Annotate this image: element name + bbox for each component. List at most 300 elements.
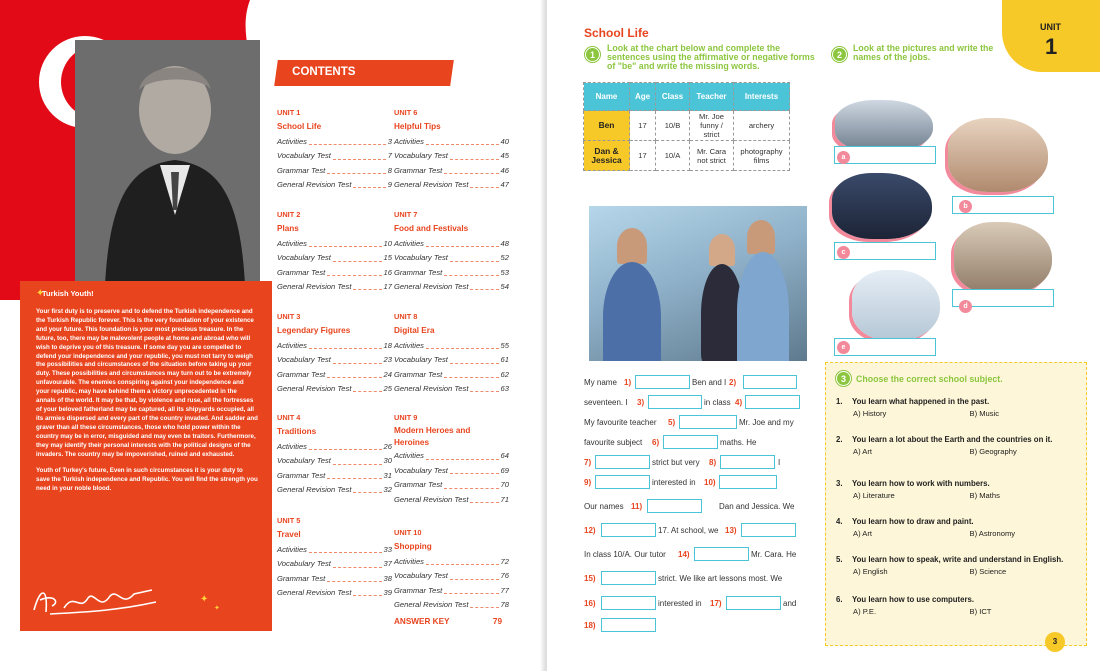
option-a[interactable]: A) Art [853, 529, 872, 538]
entry-label: Vocabulary Test [277, 355, 331, 365]
entry-page: 53 [500, 267, 509, 277]
entry-page: 55 [500, 340, 509, 350]
entry-page: 7 [387, 151, 392, 161]
leader-dots [327, 164, 386, 174]
blank-number: 14) [678, 550, 690, 559]
answer-blank[interactable] [743, 375, 797, 389]
paragraph-text: My favourite teacher [584, 418, 657, 427]
blank-number: 4) [735, 398, 743, 407]
entry-label: Activities [277, 238, 307, 248]
table-cell: 17 [630, 141, 656, 171]
answer-blank[interactable] [663, 435, 718, 449]
paragraph-text: interested in [652, 478, 696, 487]
contents-entry[interactable] [394, 149, 509, 163]
unit-title: Legendary Figures [277, 326, 351, 336]
entry-label: Grammar Test [394, 480, 443, 490]
entry-page: 8 [387, 165, 392, 175]
contents-entry[interactable] [277, 543, 392, 557]
table-cell: 10/B [656, 111, 690, 141]
option-a[interactable]: A) Art [853, 447, 872, 456]
entry-page: 63 [500, 384, 509, 394]
contents-entry[interactable] [277, 483, 392, 497]
contents-unit-3 [277, 310, 392, 396]
answer-blank[interactable] [745, 395, 800, 409]
paragraph-text: My name [584, 378, 617, 387]
leader-dots [444, 478, 498, 488]
entry-label: General Revision Test [394, 180, 469, 190]
exercise-3-box [825, 362, 1087, 646]
contents-entry[interactable] [277, 164, 392, 178]
entry-label: Grammar Test [277, 573, 326, 583]
address-to-youth-box [20, 281, 272, 631]
unit-title: Modern Heroes and Heroines [394, 426, 471, 448]
question-3 [836, 479, 1086, 500]
blank-number: 15) [584, 574, 596, 583]
contents-entry[interactable] [277, 572, 392, 586]
contents-entry[interactable] [277, 251, 392, 265]
contents-entry[interactable] [394, 164, 509, 178]
leader-dots [309, 237, 382, 247]
unit-title: Travel [277, 530, 301, 540]
option-b[interactable]: B) Maths [969, 491, 1000, 500]
answer-blank[interactable] [647, 499, 702, 513]
paragraph-text: 17. At school, we [658, 526, 719, 535]
question-number: 4. [836, 517, 843, 526]
option-b[interactable]: B) Geography [969, 447, 1017, 456]
paragraph-text: in class [704, 398, 731, 407]
entry-label: General Revision Test [277, 384, 352, 394]
job-picture-d [954, 222, 1052, 294]
unit-tab [1002, 0, 1100, 72]
contents-entry[interactable] [394, 251, 509, 265]
option-a[interactable]: A) Literature [853, 491, 895, 500]
job-letter-e: e [837, 341, 850, 354]
entry-page: 24 [383, 369, 392, 379]
paragraph-text: favourite subject [584, 438, 643, 447]
leader-dots [327, 572, 381, 582]
entry-label: Vocabulary Test [394, 253, 448, 263]
paragraph-text: Our names [584, 502, 624, 511]
question-4 [836, 517, 1086, 538]
answer-blank[interactable] [635, 375, 690, 389]
blank-number: 10) [704, 478, 716, 487]
blank-number: 2) [729, 378, 737, 387]
contents-unit-7 [394, 208, 509, 294]
entry-label: Activities [394, 451, 424, 461]
contents-entry[interactable] [277, 280, 392, 294]
contents-unit-1 [277, 106, 392, 192]
exercise-2-instruction: Look at the pictures and write the names of the jobs. [853, 43, 994, 62]
table-cell: photography films [734, 141, 790, 171]
option-a[interactable]: A) P.E. [853, 607, 877, 616]
question-number: 5. [836, 555, 843, 564]
entry-page: 26 [383, 441, 392, 451]
question-1 [836, 397, 1086, 418]
question-5 [836, 555, 1086, 576]
contents-entry[interactable] [277, 149, 392, 163]
contents-entry[interactable] [277, 557, 392, 571]
leader-dots [470, 598, 498, 608]
contents-entry[interactable] [277, 266, 392, 280]
contents-entry[interactable] [277, 586, 392, 600]
entry-page: 9 [387, 180, 392, 190]
contents-header [274, 60, 454, 86]
paragraph-text: Mr. Joe and my [739, 418, 794, 427]
contents-unit-4 [277, 411, 392, 497]
table-header: Age [630, 83, 656, 111]
job-picture-e [852, 270, 940, 340]
job-picture-c [832, 173, 932, 239]
entry-label: Grammar Test [394, 165, 443, 175]
entry-label: General Revision Test [277, 588, 352, 598]
leader-dots [444, 368, 498, 378]
entry-page: 54 [500, 282, 509, 292]
leader-dots [450, 149, 499, 159]
contents-entry[interactable] [394, 598, 509, 612]
leader-dots [327, 469, 381, 479]
leader-dots [333, 149, 386, 159]
contents-entry[interactable] [394, 237, 509, 251]
question-6 [836, 595, 1086, 616]
contents-entry[interactable] [394, 353, 509, 367]
unit-number: UNIT 1 [277, 108, 301, 117]
question-text: You learn a lot about the Earth and the countries on it. [852, 435, 1053, 444]
blank-number: 12) [584, 526, 596, 535]
answer-key-page: 79 [492, 617, 502, 626]
answer-key-label: ANSWER KEY [394, 617, 450, 626]
entry-label: Activities [277, 441, 307, 451]
youth-title: Turkish Youth! [42, 289, 94, 298]
unit-number: UNIT 9 [394, 413, 418, 422]
contents-title: CONTENTS [292, 66, 356, 78]
blank-number: 18) [584, 621, 596, 630]
entry-page: 70 [500, 480, 509, 490]
entry-label: Vocabulary Test [277, 253, 331, 263]
ataturk-portrait [75, 40, 260, 285]
answer-blank[interactable] [595, 455, 650, 469]
question-text: You learn what happened in the past. [852, 397, 990, 406]
job-letter-b: b [959, 200, 972, 213]
table-cell: 10/A [656, 141, 690, 171]
leader-dots [470, 280, 498, 290]
blank-number: 17) [710, 599, 722, 608]
blank-number: 11) [631, 502, 643, 511]
answer-blank[interactable] [694, 547, 749, 561]
answer-key-entry[interactable] [394, 617, 502, 626]
leader-dots [309, 543, 382, 553]
leader-dots [426, 555, 499, 565]
paragraph-text: Ben and I [692, 378, 727, 387]
entry-label: General Revision Test [394, 494, 469, 504]
job-picture-a [835, 100, 933, 152]
unit-title: Shopping [394, 542, 432, 552]
contents-entry[interactable] [394, 478, 509, 492]
paragraph-text: strict. We like art lessons most. We [658, 574, 783, 583]
leader-dots [450, 353, 499, 363]
blank-number: 1) [624, 378, 632, 387]
leader-dots [309, 135, 386, 145]
entry-page: 15 [383, 253, 392, 263]
entry-label: Vocabulary Test [277, 456, 331, 466]
blank-number: 8) [709, 458, 717, 467]
entry-page: 3 [387, 136, 392, 146]
entry-label: Activities [277, 544, 307, 554]
blank-number: 13) [725, 526, 737, 535]
answer-blank[interactable] [601, 596, 656, 610]
table-cell: Mr. Cara not strict [690, 141, 734, 171]
exercise-3-badge: 3 [836, 371, 851, 386]
contents-entry[interactable] [394, 368, 509, 382]
leader-dots [450, 251, 499, 261]
option-b[interactable]: B) Astronomy [969, 529, 1016, 538]
entry-label: Grammar Test [277, 369, 326, 379]
leader-dots [450, 569, 499, 579]
contents-unit-2 [277, 208, 392, 294]
unit-title: Traditions [277, 427, 317, 437]
contents-unit-9 [394, 411, 509, 507]
question-number: 1. [836, 397, 843, 406]
option-b[interactable]: B) Science [969, 567, 1007, 576]
question-2 [836, 435, 1086, 456]
youth-paragraph-2: Youth of Turkey's future, Even in such circumstances it is your duty to save the Turkish independence and Republic. You will find the strength you need in your noble blood. [36, 467, 258, 493]
entry-label: Activities [394, 340, 424, 350]
table-header: Name [584, 83, 630, 111]
entry-page: 69 [500, 465, 509, 475]
contents-entry[interactable] [277, 368, 392, 382]
right-page [547, 0, 1100, 671]
question-text: You learn how to speak, write and understand in English. [852, 555, 1064, 564]
sparkle-icon: ✦ [200, 594, 209, 605]
paragraph-text: Dan and Jessica. We [719, 502, 795, 511]
paragraph-text: strict but very [652, 458, 700, 467]
leader-dots [353, 483, 381, 493]
question-number: 6. [836, 595, 843, 604]
contents-entry[interactable] [394, 382, 509, 396]
entry-page: 47 [500, 180, 509, 190]
leader-dots [450, 464, 499, 474]
question-number: 2. [836, 435, 843, 444]
entry-label: General Revision Test [394, 384, 469, 394]
answer-blank[interactable] [741, 523, 796, 537]
option-a[interactable]: A) History [853, 409, 887, 418]
leader-dots [309, 339, 382, 349]
unit-number: UNIT 10 [394, 528, 422, 537]
paragraph-text: seventeen. I [584, 398, 628, 407]
answer-blank[interactable] [679, 415, 737, 429]
answer-blank[interactable] [648, 395, 702, 409]
entry-label: General Revision Test [277, 282, 352, 292]
paragraph-text: I [778, 458, 781, 467]
leader-dots [353, 586, 381, 596]
entry-label: General Revision Test [277, 485, 352, 495]
question-text: You learn how to use computers. [852, 595, 975, 604]
contents-unit-10 [394, 526, 509, 612]
contents-entry[interactable] [394, 584, 509, 598]
sparkle-icon: ✦ [36, 288, 45, 299]
entry-label: Vocabulary Test [277, 151, 331, 161]
unit-number: UNIT 2 [277, 210, 301, 219]
unit-title: Plans [277, 224, 299, 234]
leader-dots [470, 382, 498, 392]
leader-dots [353, 382, 381, 392]
question-text: You learn how to work with numbers. [852, 479, 990, 488]
entry-label: Activities [394, 556, 424, 566]
contents-entry[interactable] [277, 353, 392, 367]
table-header: Class [656, 83, 690, 111]
table-header: Interests [734, 83, 790, 111]
unit-label: UNIT [1040, 22, 1061, 32]
entry-label: Grammar Test [394, 369, 443, 379]
table-cell: Ben [584, 111, 630, 141]
exercise-2-badge: 2 [832, 47, 847, 62]
entry-page: 48 [500, 238, 509, 248]
entry-label: Grammar Test [277, 267, 326, 277]
contents-entry[interactable] [394, 266, 509, 280]
entry-page: 37 [383, 559, 392, 569]
unit-title: Food and Festivals [394, 224, 469, 234]
contents-entry[interactable] [277, 454, 392, 468]
answer-blank[interactable] [595, 475, 650, 489]
entry-label: General Revision Test [394, 600, 469, 610]
entry-label: Grammar Test [394, 585, 443, 595]
entry-page: 23 [383, 355, 392, 365]
unit-title: Digital Era [394, 326, 435, 336]
answer-blank[interactable] [726, 596, 781, 610]
leader-dots [444, 584, 498, 594]
contents-entry[interactable] [394, 493, 509, 507]
contents-entry[interactable] [394, 449, 509, 463]
option-b[interactable]: B) Music [969, 409, 1000, 418]
answer-blank[interactable] [719, 475, 777, 489]
question-text: You learn how to draw and paint. [852, 517, 974, 526]
answer-blank[interactable] [601, 571, 656, 585]
entry-page: 10 [383, 238, 392, 248]
entry-page: 64 [500, 451, 509, 461]
table-cell: archery [734, 111, 790, 141]
entry-page: 30 [383, 456, 392, 466]
table-cell: Mr. Joe funny / strict [690, 111, 734, 141]
entry-page: 18 [383, 340, 392, 350]
entry-page: 61 [500, 355, 509, 365]
entry-page: 33 [383, 544, 392, 554]
entry-label: Vocabulary Test [394, 571, 448, 581]
blank-number: 7) [584, 458, 592, 467]
unit-number: UNIT 4 [277, 413, 301, 422]
entry-label: Activities [394, 238, 424, 248]
entry-label: Activities [277, 340, 307, 350]
unit-number: UNIT 3 [277, 312, 301, 321]
contents-unit-6 [394, 106, 509, 192]
leader-dots [426, 449, 499, 459]
table-header: Teacher [690, 83, 734, 111]
leader-dots [333, 251, 382, 261]
leader-dots [470, 178, 498, 188]
contents-unit-5 [277, 514, 392, 600]
contents-entry[interactable] [277, 339, 392, 353]
leader-dots [444, 164, 498, 174]
leader-dots [444, 266, 498, 276]
answer-blank[interactable] [601, 618, 656, 632]
option-b[interactable]: B) ICT [969, 607, 992, 616]
contents-entry[interactable] [277, 469, 392, 483]
blank-number: 6) [652, 438, 660, 447]
contents-entry[interactable] [394, 280, 509, 294]
exercise-1-badge: 1 [585, 47, 600, 62]
blank-number: 5) [668, 418, 676, 427]
entry-page: 38 [383, 573, 392, 583]
exercise-3-instruction: Choose the correct school subject. [856, 374, 1003, 384]
table-cell: Dan & Jessica [584, 141, 630, 171]
answer-blank[interactable] [720, 455, 775, 469]
entry-page: 31 [383, 470, 392, 480]
students-photo [589, 206, 807, 361]
job-picture-b [948, 118, 1048, 192]
entry-page: 62 [500, 369, 509, 379]
contents-entry[interactable] [394, 464, 509, 478]
paragraph-text: interested in [658, 599, 702, 608]
entry-label: General Revision Test [277, 180, 352, 190]
unit-number: UNIT 7 [394, 210, 418, 219]
leader-dots [426, 237, 499, 247]
paragraph-text: and [783, 599, 797, 608]
answer-blank[interactable] [601, 523, 656, 537]
contents-entry[interactable] [277, 135, 392, 149]
contents-entry[interactable] [277, 237, 392, 251]
entry-label: Grammar Test [394, 267, 443, 277]
entry-page: 72 [500, 556, 509, 566]
blank-number: 9) [584, 478, 592, 487]
entry-label: Vocabulary Test [277, 559, 331, 569]
leader-dots [333, 557, 382, 567]
entry-page: 45 [500, 151, 509, 161]
leader-dots [333, 454, 382, 464]
entry-page: 25 [383, 384, 392, 394]
contents-entry[interactable] [277, 382, 392, 396]
entry-page: 17 [383, 282, 392, 292]
leader-dots [309, 440, 382, 450]
blank-number: 3) [637, 398, 645, 407]
table-row [584, 141, 790, 171]
contents-entry[interactable] [277, 440, 392, 454]
leader-dots [353, 280, 381, 290]
entry-page: 71 [500, 494, 509, 504]
entry-page: 52 [500, 253, 509, 263]
option-a[interactable]: A) English [853, 567, 888, 576]
sparkle-icon: ✦ [214, 605, 220, 612]
entry-page: 77 [500, 585, 509, 595]
entry-page: 32 [383, 485, 392, 495]
entry-label: Vocabulary Test [394, 355, 448, 365]
leader-dots [327, 368, 381, 378]
entry-page: 46 [500, 165, 509, 175]
table-cell: 17 [630, 111, 656, 141]
contents-entry[interactable] [394, 555, 509, 569]
contents-entry[interactable] [394, 569, 509, 583]
paragraph-text: In class 10/A. Our tutor [584, 550, 666, 559]
table-row [584, 111, 790, 141]
contents-entry[interactable] [394, 178, 509, 192]
entry-page: 78 [500, 600, 509, 610]
leader-dots [470, 493, 498, 503]
contents-entry[interactable] [277, 178, 392, 192]
contents-entry[interactable] [394, 135, 509, 149]
blank-number: 16) [584, 599, 596, 608]
left-page [0, 0, 545, 671]
contents-entry[interactable] [394, 339, 509, 353]
leader-dots [426, 135, 499, 145]
contents-unit-8 [394, 310, 509, 396]
entry-label: Activities [394, 136, 424, 146]
